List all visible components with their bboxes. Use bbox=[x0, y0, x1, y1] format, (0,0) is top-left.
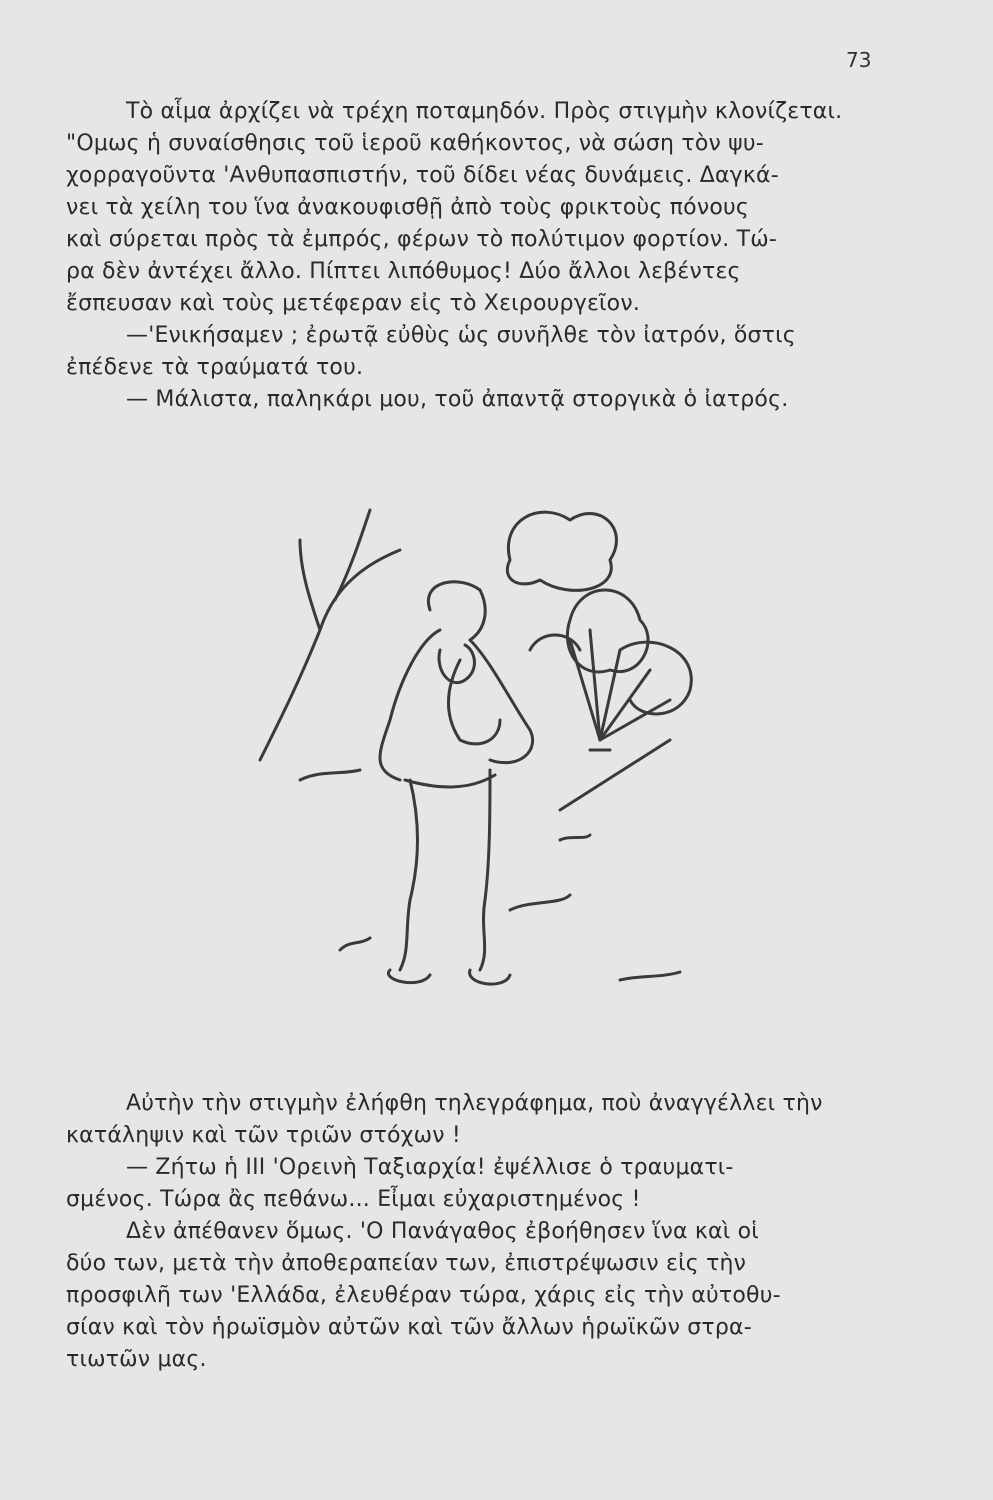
text-line: ἔσπευσαν καὶ τοὺς μετέφεραν εἰς τὸ Χειρουργεῖον. bbox=[66, 291, 641, 316]
text-line: χορραγοῦντα 'Ανθυπασπιστήν, τοῦ δίδει νέας δυνάμεις. Δαγκά- bbox=[66, 163, 779, 188]
text-line: ἐπέδενε τὰ τραύματά του. bbox=[66, 355, 364, 380]
text-line: — Ζήτω ἡ III 'Ορεινὴ Ταξιαρχία! ἐψέλλισε ὁ τραυματι- bbox=[126, 1155, 734, 1180]
bottom-paragraph bbox=[66, 1088, 896, 1376]
text-line: καὶ σύρεται πρὸς τὰ ἐμπρός, φέρων τὸ πολύτιμον φορτίον. Τώ- bbox=[66, 227, 778, 252]
text-line: σίαν καὶ τὸν ἡρωϊσμὸν αὐτῶν καὶ τῶν ἄλλων ἡρωϊκῶν στρα- bbox=[66, 1315, 752, 1340]
text-line: νει τὰ χείλη του ἵνα ἀνακουφισθῇ ἀπὸ τοὺς φρικτοὺς πόνους bbox=[66, 195, 750, 220]
top-paragraph bbox=[66, 96, 896, 416]
text-line: Τὸ αἷμα ἀρχίζει νὰ τρέχη ποταμηδόν. Πρὸς στιγμὴν κλονίζεται. bbox=[126, 99, 843, 124]
text-line: κατάληψιν καὶ τῶν τριῶν στόχων ! bbox=[66, 1123, 461, 1148]
text-line: "Ομως ἡ συναίσθησις τοῦ ἱεροῦ καθήκοντος, νὰ σώση τὸν ψυ- bbox=[66, 131, 764, 156]
soldier-carrying-wounded-illustration bbox=[240, 480, 740, 1060]
text-line: Δὲν ἀπέθανεν ὅμως. 'Ο Πανάγαθος ἐβοήθησεν ἵνα καὶ οἱ bbox=[126, 1219, 759, 1244]
text-line: προσφιλῆ των 'Ελλάδα, ἐλευθέραν τώρα, χάρις εἰς τὴν αὐτοθυ- bbox=[66, 1283, 781, 1308]
text-line: — Μάλιστα, παληκάρι μου, τοῦ ἀπαντᾷ στοργικὰ ὁ ἰατρός. bbox=[126, 387, 789, 412]
text-line: σμένος. Τώρα ἂς πεθάνω... Εἶμαι εὐχαριστημένος ! bbox=[66, 1187, 641, 1212]
text-line: δύο των, μετὰ τὴν ἀποθεραπείαν των, ἐπιστρέψωσιν εἰς τὴν bbox=[66, 1251, 747, 1276]
text-line: Αὐτὴν τὴν στιγμὴν ἐλήφθη τηλεγράφημα, ποὺ ἀναγγέλλει τὴν bbox=[126, 1091, 823, 1116]
text-line: τιωτῶν μας. bbox=[66, 1347, 207, 1372]
page-number: 73 bbox=[846, 48, 872, 72]
text-line: ρα δὲν ἀντέχει ἄλλο. Πίπτει λιπόθυμος! Δύο ἄλλοι λεβέντες bbox=[66, 259, 741, 284]
text-line: —'Ενικήσαμεν ; ἐρωτᾷ εὐθὺς ὡς συνῆλθε τὸν ἰατρόν, ὅστις bbox=[126, 323, 796, 348]
